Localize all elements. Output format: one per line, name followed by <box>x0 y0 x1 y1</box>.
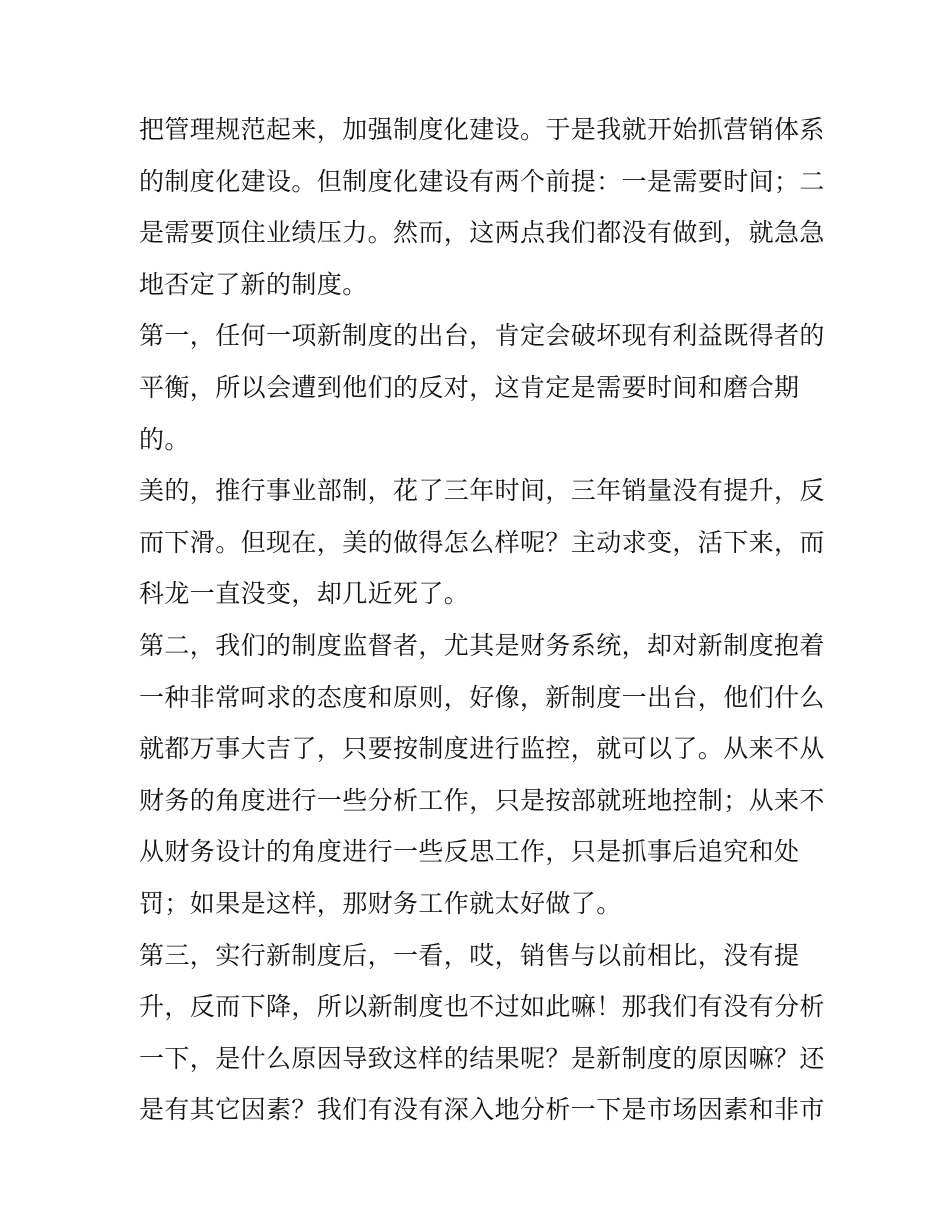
text-line: 一种非常呵求的态度和原则，好像，新制度一出台，他们什么 <box>139 682 825 712</box>
text-line: 就都万事大吉了，只要按制度进行监控，就可以了。从来不从 <box>139 734 825 764</box>
text-line: 把管理规范起来，加强制度化建设。于是我就开始抓营销体系 <box>139 115 825 144</box>
text-line: 第一，任何一项新制度的出台，肯定会破坏现有利益既得者的 <box>139 321 825 351</box>
text-line: 财务的角度进行一些分析工作，只是按部就班地控制；从来不 <box>139 785 825 815</box>
text-line: 而下滑。但现在，美的做得怎么样呢？主动求变，活下来，而 <box>139 527 825 557</box>
text-line: 地否定了新的制度。 <box>139 269 368 299</box>
text-line: 的制度化建设。但制度化建设有两个前提：一是需要时间；二 <box>139 166 825 196</box>
text-line: 是需要顶住业绩压力。然而，这两点我们都没有做到，就急急 <box>139 218 825 248</box>
text-line: 第二，我们的制度监督者，尤其是财务系统，却对新制度抱着 <box>139 630 825 660</box>
body-text <box>139 104 825 1136</box>
text-line: 的。 <box>139 424 190 454</box>
text-line: 平衡，所以会遭到他们的反对，这肯定是需要时间和磨合期 <box>139 372 800 402</box>
text-line: 科龙一直没变，却几近死了。 <box>139 579 470 609</box>
text-line: 升，反而下降，所以新制度也不过如此嘛！那我们有没有分析 <box>139 992 825 1022</box>
text-line: 从财务设计的角度进行一些反思工作，只是抓事后追究和处 <box>139 837 800 867</box>
text-line: 一下，是什么原因导致这样的结果呢？是新制度的原因嘛？还 <box>139 1043 825 1073</box>
text-line: 罚；如果是这样，那财务工作就太好做了。 <box>139 888 622 918</box>
text-line: 是有其它因素？我们有没有深入地分析一下是市场因素和非市 <box>139 1095 825 1125</box>
text-line: 第三，实行新制度后，一看，哎，销售与以前相比，没有提 <box>139 940 800 970</box>
text-line: 美的，推行事业部制，花了三年时间，三年销量没有提升，反 <box>139 476 825 506</box>
